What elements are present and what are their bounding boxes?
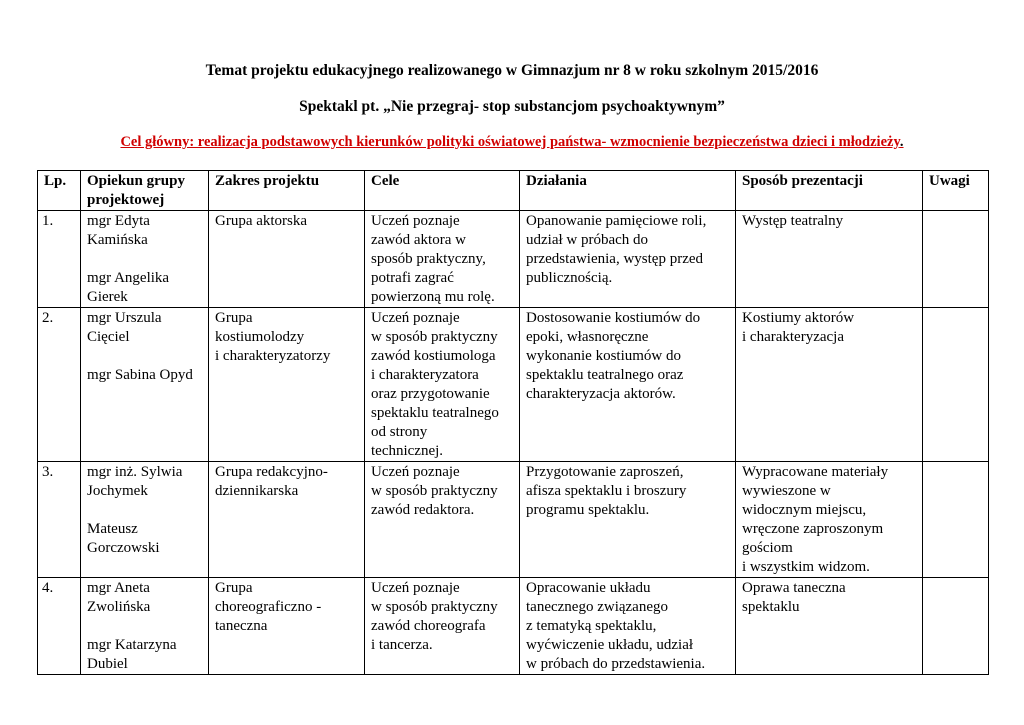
cell-cele: Uczeń poznaje zawód aktora w sposób praktyczny, potrafi zagrać powierzoną mu rolę.: [365, 211, 520, 308]
cell-lp: 4.: [38, 578, 81, 675]
cell-cele: Uczeń poznaje w sposób praktyczny zawód redaktora.: [365, 462, 520, 578]
cell-opiekun: mgr Edyta Kamińska mgr Angelika Gierek: [81, 211, 209, 308]
cell-opiekun: mgr inż. Sylwia Jochymek Mateusz Gorczowski: [81, 462, 209, 578]
cell-uwagi: [923, 308, 989, 462]
table-header-row: [38, 171, 989, 211]
cell-lp: 1.: [38, 211, 81, 308]
main-goal: [0, 134, 1024, 151]
header-prezentacja: Sposób prezentacji: [736, 171, 923, 211]
cell-prezentacja: Wypracowane materiały wywieszone w widocznym miejscu, wręczone zaproszonym gościom i wszystkim widzom.: [736, 462, 923, 578]
header-zakres: Zakres projektu: [209, 171, 365, 211]
cell-lp: 3.: [38, 462, 81, 578]
cell-opiekun: mgr Urszula Cięciel mgr Sabina Opyd: [81, 308, 209, 462]
main-goal-period: .: [899, 134, 904, 150]
cell-prezentacja: Występ teatralny: [736, 211, 923, 308]
cell-prezentacja: Kostiumy aktorów i charakteryzacja: [736, 308, 923, 462]
table-row: [38, 211, 989, 308]
cell-uwagi: [923, 462, 989, 578]
header-opiekun: Opiekun grupy projektowej: [81, 171, 209, 211]
main-goal-text: Cel główny: realizacja podstawowych kierunków polityki oświatowej państwa- wzmocnienie bezpieczeństwa dzieci i młodzieży: [120, 134, 900, 150]
document-subtitle: Spektakl pt. „Nie przegraj- stop substancjom psychoaktywnym”: [299, 98, 725, 115]
cell-opiekun: mgr Aneta Zwolińska mgr Katarzyna Dubiel: [81, 578, 209, 675]
project-table: [37, 170, 989, 675]
cell-zakres: Grupa redakcyjno- dziennikarska: [209, 462, 365, 578]
cell-cele: Uczeń poznaje w sposób praktyczny zawód kostiumologa i charakteryzatora oraz przygotowanie spektaklu teatralnego od strony technicznej.: [365, 308, 520, 462]
table-row: [38, 462, 989, 578]
document-title: Temat projektu edukacyjnego realizowanego w Gimnazjum nr 8 w roku szkolnym 2015/2016: [205, 62, 819, 79]
cell-prezentacja: Oprawa taneczna spektaklu: [736, 578, 923, 675]
cell-zakres: Grupa choreograficzno - taneczna: [209, 578, 365, 675]
cell-dzialania: Opracowanie układu tanecznego związanego z tematyką spektaklu, wyćwiczenie układu, udział w próbach do przedstawienia.: [520, 578, 736, 675]
cell-dzialania: Przygotowanie zaproszeń, afisza spektaklu i broszury programu spektaklu.: [520, 462, 736, 578]
table-row: [38, 578, 989, 675]
header-cele: Cele: [365, 171, 520, 211]
cell-dzialania: Dostosowanie kostiumów do epoki, własnoręczne wykonanie kostiumów do spektaklu teatralnego oraz charakteryzacja aktorów.: [520, 308, 736, 462]
header-uwagi: Uwagi: [923, 171, 989, 211]
cell-cele: Uczeń poznaje w sposób praktyczny zawód choreografa i tancerza.: [365, 578, 520, 675]
table-row: [38, 308, 989, 462]
header-dzialania: Działania: [520, 171, 736, 211]
cell-zakres: Grupa kostiumolodzy i charakteryzatorzy: [209, 308, 365, 462]
cell-lp: 2.: [38, 308, 81, 462]
cell-dzialania: Opanowanie pamięciowe roli, udział w próbach do przedstawienia, występ przed publicznością.: [520, 211, 736, 308]
header-lp: Lp.: [38, 171, 81, 211]
cell-uwagi: [923, 578, 989, 675]
cell-zakres: Grupa aktorska: [209, 211, 365, 308]
cell-uwagi: [923, 211, 989, 308]
